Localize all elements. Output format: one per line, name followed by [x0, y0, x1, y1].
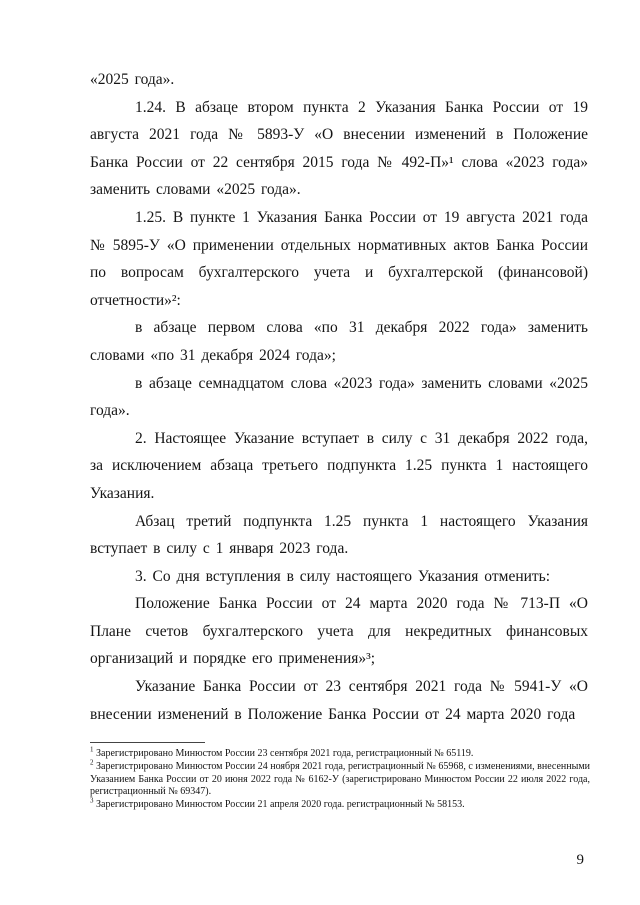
footnote-text: Зарегистрировано Минюстом России 23 сентября 2021 года, регистрационный № 65119. [96, 748, 474, 759]
body-paragraph: Абзац третий подпункта 1.25 пункта 1 настоящего Указания вступает в силу с 1 января 2023 года. [90, 512, 588, 558]
body-paragraph: 2. Настоящее Указание вступает в силу с 31 декабря 2022 года, за исключением абзаца третьего подпункта 1.25 пункта 1 настоящего Указания. [90, 429, 588, 502]
footnote-marker: 2 [90, 758, 94, 767]
body-paragraph: 3. Со дня вступления в силу настоящего Указания отменить: [135, 567, 551, 585]
body-paragraph: 1.24. В абзаце втором пункта 2 Указания Банка России от 19 августа 2021 года № 5893-У «О внесении изменений в Положение Банка России от 22 сентября 2015 года № 492-П»¹ слова «2023 года» заменить словами «2025 года». [90, 98, 588, 199]
document-body [90, 66, 588, 728]
footnote-text: Зарегистрировано Минюстом России 24 ноября 2021 года, регистрационный № 65968, с изменениями, внесенными Указанием Банка России от 20 июня 2022 года № 6162-У (зарегистрировано Минюстом России 22 июля 2022 года, регистрационный № 69347). [90, 760, 590, 798]
body-paragraph: «2025 года». [90, 71, 175, 88]
footnote-separator [90, 742, 205, 743]
footnote [90, 745, 590, 761]
footnote-marker: 3 [90, 796, 94, 805]
page-number: 9 [576, 852, 584, 868]
body-paragraph: Указание Банка России от 23 сентября 2021 года № 5941-У «О внесении изменений в Положение Банка России от 24 марта 2020 года [90, 678, 588, 723]
footnotes-section [90, 742, 590, 812]
body-paragraph: 1.25. В пункте 1 Указания Банка России от 19 августа 2021 года № 5895-У «О применении отдельных нормативных актов Банка России по вопросам бухгалтерского учета и бухгалтерской (финансовой) отчетности»²: [90, 208, 588, 309]
footnote-marker: 1 [90, 745, 94, 754]
footnote [90, 758, 590, 799]
body-paragraph: Положение Банка России от 24 марта 2020 года № 713-П «О Плане счетов бухгалтерского учета для некредитных финансовых организаций и порядке его применения»³; [90, 595, 588, 668]
body-paragraph: в абзаце семнадцатом слова «2023 года» заменить словами «2025 года». [90, 374, 588, 420]
footnote-text: Зарегистрировано Минюстом России 21 апреля 2020 года. регистрационный № 58153. [96, 799, 465, 811]
body-paragraph: в абзаце первом слова «по 31 декабря 2022 года» заменить словами «по 31 декабря 2024 года»; [90, 319, 588, 364]
footnote [90, 796, 590, 812]
